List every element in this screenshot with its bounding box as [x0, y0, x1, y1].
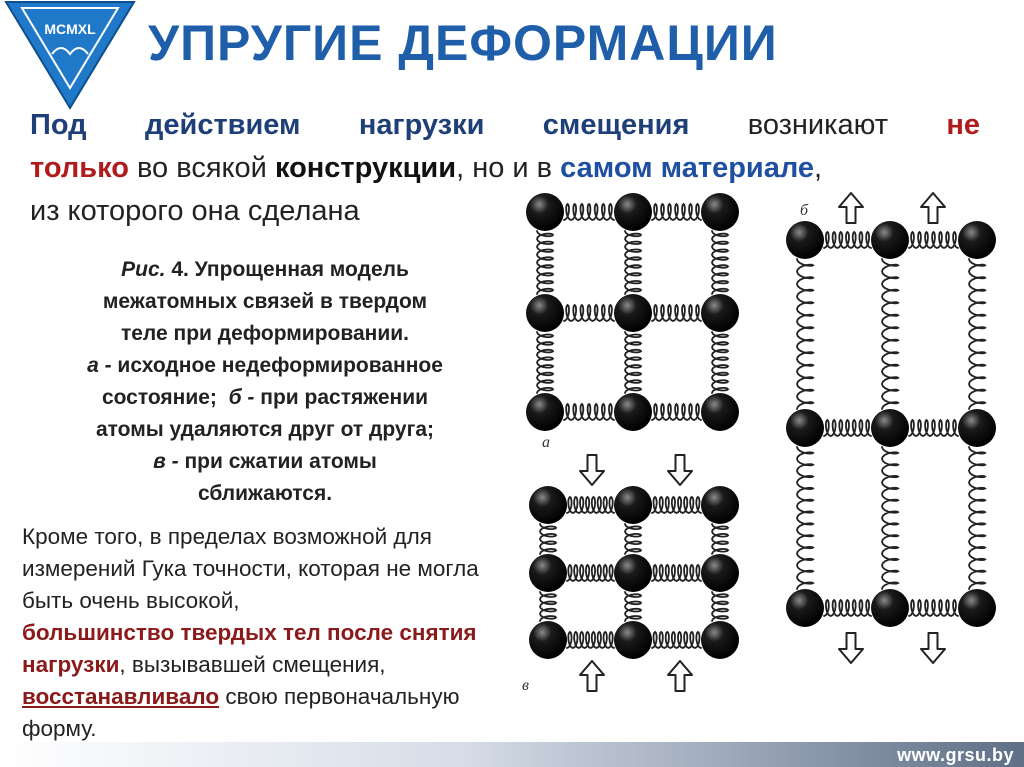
spring [564, 204, 614, 220]
spring [537, 332, 553, 393]
intro-line-1 [30, 104, 980, 147]
figure-label: Рис. [121, 258, 166, 281]
label-b: б [800, 202, 809, 219]
label-a: а [542, 434, 550, 451]
spring [882, 259, 898, 409]
body-text: свою первоначальную форму. [22, 684, 460, 741]
spring [712, 524, 728, 554]
figure-caption [40, 254, 490, 510]
arrow-down-icon [921, 633, 945, 663]
spring [625, 592, 641, 621]
intro-line-3: из которого она сделана [30, 195, 360, 227]
caption-text: при сжатии атомы [178, 450, 377, 473]
intro-word: , но и в [456, 152, 561, 184]
spring [909, 232, 958, 248]
spring [625, 332, 641, 393]
intro-word: во всякой [128, 152, 275, 184]
intro-word: Под [30, 109, 87, 141]
intro-word: , [814, 152, 823, 184]
spring [537, 231, 553, 294]
atom [871, 589, 909, 627]
atom [529, 554, 567, 592]
intro-word: конструкции [274, 152, 457, 184]
intro-word: не [946, 109, 980, 141]
atom [614, 621, 652, 659]
atom [786, 589, 824, 627]
spring [652, 404, 701, 420]
spring [564, 404, 614, 420]
intro-word: самом материале [560, 152, 815, 184]
spring [882, 447, 898, 589]
spring [564, 305, 614, 321]
arrow-up-icon [839, 193, 863, 223]
spring [909, 420, 958, 436]
caption-text: атомы удаляются друг от друга; [95, 418, 435, 441]
spring [652, 204, 701, 220]
atom [871, 409, 909, 447]
caption-text: сближаются. [197, 482, 333, 505]
atom [701, 554, 739, 592]
footer-url: www.grsu.by [897, 745, 1014, 765]
arrow-down-icon [839, 633, 863, 663]
spring [567, 497, 614, 513]
spring [909, 600, 958, 616]
intro-word: только [30, 152, 129, 184]
spring [652, 565, 701, 581]
spring [652, 497, 701, 513]
spring [652, 305, 701, 321]
spring [797, 259, 813, 409]
atom [701, 486, 739, 524]
caption-label-a: а - [87, 354, 112, 377]
atom [701, 294, 739, 332]
atom [958, 221, 996, 259]
arrow-down-icon [580, 455, 604, 485]
spring [625, 524, 641, 554]
spring [824, 600, 871, 616]
spring [567, 565, 614, 581]
body-text: , вызывавшей смещения, [119, 652, 386, 677]
atom [871, 221, 909, 259]
atom [614, 486, 652, 524]
intro-word: возникают [747, 109, 888, 141]
caption-label-v: в - [153, 450, 179, 473]
caption-text: состояние; [101, 386, 229, 409]
atomic-lattice-diagram [505, 185, 1015, 705]
caption-text: 4. Упрощенная модель [165, 258, 409, 281]
atom [614, 294, 652, 332]
spring [540, 524, 556, 554]
spring [969, 259, 985, 409]
spring [969, 447, 985, 589]
atom [526, 193, 564, 231]
spring [567, 632, 614, 648]
atom [786, 221, 824, 259]
label-v: в [522, 677, 529, 694]
caption-text: теле при деформировании. [120, 322, 410, 345]
atom [701, 393, 739, 431]
atom [786, 409, 824, 447]
page-title: УПРУГИЕ ДЕФОРМАЦИИ [148, 15, 778, 71]
body-underlined: восстанавливало [22, 684, 220, 709]
arrow-up-icon [580, 661, 604, 691]
atom [529, 621, 567, 659]
body-highlight: большинство твердых тел после снятия нагрузки [22, 620, 477, 677]
intro-word: нагрузки [358, 109, 485, 141]
body-text: Кроме того, в пределах возможной для измерений Гука точности, которая не могла быть очень высокой, [22, 524, 479, 613]
atom [529, 486, 567, 524]
spring [625, 231, 641, 294]
intro-word: смещения [542, 109, 690, 141]
arrow-up-icon [921, 193, 945, 223]
intro-word: действием [144, 109, 301, 141]
atom [614, 193, 652, 231]
caption-text: при растяжении [254, 386, 429, 409]
atom [701, 193, 739, 231]
arrow-up-icon [668, 661, 692, 691]
spring [712, 592, 728, 621]
atom [526, 393, 564, 431]
logo-text: MCMXL [44, 21, 96, 37]
caption-text: межатомных связей в твердом [102, 290, 428, 313]
spring [712, 231, 728, 294]
arrow-down-icon [668, 455, 692, 485]
caption-text: исходное недеформированное [111, 354, 443, 377]
university-logo [0, 0, 140, 112]
spring [797, 447, 813, 589]
spring [652, 632, 701, 648]
atom [614, 393, 652, 431]
caption-label-b: б - [228, 386, 255, 409]
atom [526, 294, 564, 332]
springs-group [537, 204, 985, 648]
intro-line-2 [30, 147, 980, 190]
spring [712, 332, 728, 393]
atom [958, 409, 996, 447]
spring [824, 420, 871, 436]
body-paragraph [22, 521, 502, 745]
atom [958, 589, 996, 627]
spring [540, 592, 556, 621]
atom [701, 621, 739, 659]
spring [824, 232, 871, 248]
atom [614, 554, 652, 592]
footer-bar [0, 742, 1024, 767]
